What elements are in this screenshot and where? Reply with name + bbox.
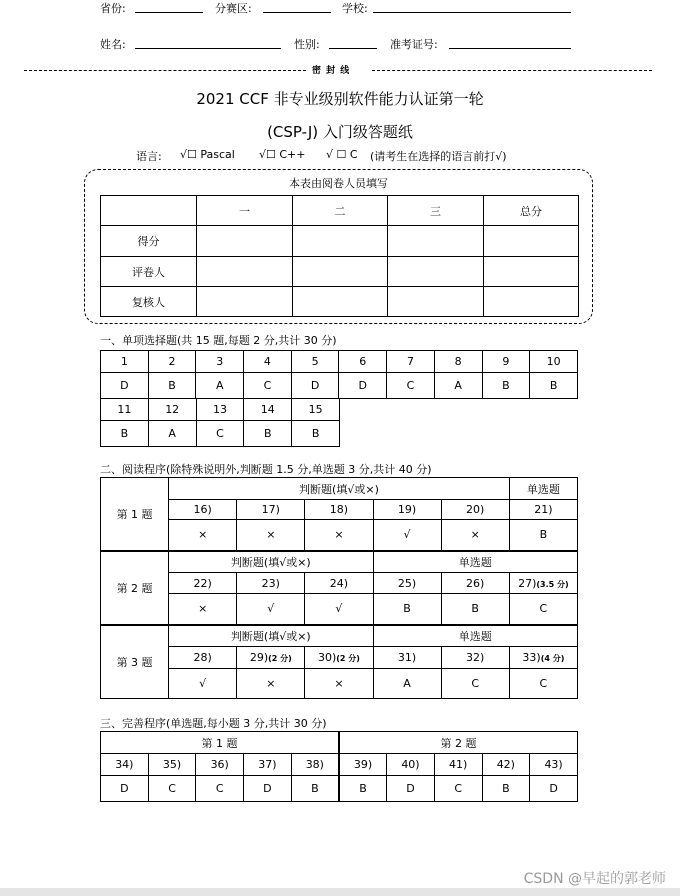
s1-question-number: 11 (101, 399, 149, 421)
q2-answer-cell[interactable]: √ (305, 594, 373, 625)
s1-question-number: 9 (482, 351, 530, 373)
s3-answer-cell[interactable]: D (101, 776, 149, 802)
q2-answer-cell[interactable]: C (509, 594, 577, 625)
q2-num: 24) (305, 573, 373, 594)
q2-num: 23) (237, 573, 305, 594)
name-field[interactable] (135, 48, 281, 49)
q3-answer-cell[interactable]: C (441, 669, 509, 699)
q2-note-27: (3.5 分) (536, 579, 569, 589)
s1-question-number: 8 (434, 351, 482, 373)
province-label: 省份: (100, 2, 126, 15)
section2-title: 二、阅读程序(除特殊说明外,判断题 1.5 分,单选题 3 分,共计 40 分) (100, 463, 432, 476)
q1-answer-cell[interactable]: × (441, 520, 509, 551)
q2-num-27-label: 27) (518, 576, 537, 590)
q3-answer-cell[interactable]: × (237, 669, 305, 699)
seal-dash-left (24, 70, 306, 71)
s1-answer-cell[interactable]: C (387, 373, 435, 399)
q3-label: 第 3 题 (101, 625, 169, 699)
s3-question-number: 43) (530, 754, 578, 776)
q1-label: 第 1 题 (101, 478, 169, 551)
q3-answer-cell[interactable]: C (509, 669, 577, 699)
s1-question-number: 13 (196, 399, 244, 421)
q2-num: 25) (373, 573, 441, 594)
score-cell[interactable] (388, 287, 484, 317)
s3-answer-cell[interactable]: C (196, 776, 244, 802)
section3-title: 三、完善程序(单选题,每小题 3 分,共计 30 分) (100, 717, 327, 730)
q2-label: 第 2 题 (101, 551, 169, 625)
q1-single-header: 单选题 (509, 478, 577, 500)
s3-question-number: 34) (101, 754, 149, 776)
ticket-field[interactable] (449, 48, 571, 49)
score-cell[interactable] (197, 257, 293, 287)
s3-answer-cell[interactable]: B (339, 776, 387, 802)
q3-num: 31) (373, 647, 441, 669)
s3-answer-cell[interactable]: B (482, 776, 530, 802)
q1-answer-cell[interactable]: × (305, 520, 373, 551)
s3-question-number: 38) (291, 754, 339, 776)
score-cell[interactable] (388, 257, 484, 287)
q3-num: 28) (169, 647, 237, 669)
q3-note-29: (2 分) (268, 654, 292, 663)
s1-answer-cell[interactable]: B (244, 421, 292, 447)
s1-question-number: 12 (148, 399, 196, 421)
exam-title: 2021 CCF 非专业级别软件能力认证第一轮 (196, 90, 484, 108)
seal-dash-right (372, 70, 652, 71)
q3-num-29-label: 29) (249, 651, 269, 664)
q1-answer-cell[interactable]: B (509, 520, 577, 551)
gender-label: 性别: (294, 38, 320, 51)
s1-answer-cell[interactable]: A (148, 421, 196, 447)
seal-text: 密 封 线 (312, 66, 351, 76)
score-header-total: 总分 (484, 196, 579, 226)
score-cell[interactable] (197, 226, 293, 257)
s3-question-number: 40) (387, 754, 435, 776)
q3-num-30-label: 30) (317, 651, 337, 664)
bottom-scroll-bar (0, 888, 680, 896)
language-label: 语言: (136, 150, 162, 163)
gender-field[interactable] (329, 48, 377, 49)
score-header-blank (101, 196, 197, 226)
s1-question-number: 14 (244, 399, 292, 421)
s3-question-number: 39) (339, 754, 387, 776)
grader-row-label: 评卷人 (101, 257, 197, 287)
score-cell[interactable] (293, 257, 388, 287)
q1-num: 17) (237, 500, 305, 520)
q1-num: 21) (509, 500, 577, 520)
s1-answer-cell[interactable]: D (291, 373, 339, 399)
score-row-label: 得分 (101, 226, 197, 257)
exam-subtitle: (CSP-J) 入门级答题纸 (267, 123, 413, 141)
s1-answer-cell[interactable]: A (434, 373, 482, 399)
section1-table-b (100, 398, 340, 447)
score-table (100, 195, 579, 317)
division-label: 分赛区: (215, 2, 252, 15)
s1-question-number: 5 (291, 351, 339, 373)
s1-question-number: 2 (148, 351, 196, 373)
score-cell[interactable] (388, 226, 484, 257)
q1-answer-cell[interactable]: × (169, 520, 237, 551)
s1-answer-cell[interactable]: C (244, 373, 292, 399)
score-cell[interactable] (293, 287, 388, 317)
q1-num: 18) (305, 500, 373, 520)
s1-question-number: 3 (196, 351, 244, 373)
s1-answer-cell[interactable]: D (339, 373, 387, 399)
section1-table-a (100, 350, 578, 399)
score-cell[interactable] (484, 226, 579, 257)
q1-num: 19) (373, 500, 441, 520)
s1-answer-cell[interactable]: B (482, 373, 530, 399)
s1-answer-cell[interactable]: D (101, 373, 149, 399)
s3-answer-cell[interactable]: C (434, 776, 482, 802)
q1-answer-cell[interactable]: × (237, 520, 305, 551)
q3-note-30: (2 分) (336, 654, 360, 663)
s1-question-number: 15 (292, 399, 340, 421)
q2-answer-cell[interactable]: √ (237, 594, 305, 625)
ticket-label: 准考证号: (390, 38, 438, 51)
q3-note-33: (4 分) (540, 654, 565, 663)
q3-num-33-label: 33) (522, 651, 541, 664)
division-field[interactable] (263, 12, 331, 13)
q1-num: 20) (441, 500, 509, 520)
q3-single-header: 单选题 (373, 625, 578, 647)
q3-num: 32) (441, 647, 509, 669)
language-option-c[interactable]: √ ☐ C (326, 148, 358, 161)
language-option-pascal[interactable]: √☐ Pascal (180, 148, 235, 161)
s1-answer-cell[interactable]: B (101, 421, 149, 447)
section2-table (100, 477, 578, 699)
province-field[interactable] (135, 12, 203, 13)
s1-answer-cell[interactable]: A (196, 373, 244, 399)
q3-judge-header: 判断题(填√或×) (169, 625, 373, 647)
q3-num-30 (305, 647, 373, 669)
q2-answer-cell[interactable]: × (169, 594, 237, 625)
score-cell[interactable] (197, 287, 293, 317)
language-option-cpp[interactable]: √☐ C++ (259, 148, 306, 161)
s1-question-number: 6 (339, 351, 387, 373)
score-header-3: 三 (388, 196, 484, 226)
s1-answer-cell[interactable]: B (292, 421, 340, 447)
s1-answer-cell[interactable]: C (196, 421, 244, 447)
language-note: (请考生在选择的语言前打√) (370, 150, 507, 163)
s3-group2-header: 第 2 题 (339, 732, 578, 754)
s1-answer-cell[interactable]: B (530, 373, 578, 399)
school-field[interactable] (373, 12, 571, 13)
q2-judge-header: 判断题(填√或×) (169, 551, 373, 573)
csdn-watermark: CSDN @早起的郭老师 (523, 871, 666, 887)
score-table-caption: 本表由阅卷人员填写 (289, 177, 388, 190)
q1-answer-cell[interactable]: √ (373, 520, 441, 551)
q2-answer-cell[interactable]: B (373, 594, 441, 625)
score-cell[interactable] (293, 226, 388, 257)
q3-num-33 (509, 647, 577, 669)
q3-answer-cell[interactable]: √ (169, 669, 237, 699)
q2-num: 26) (441, 573, 509, 594)
s3-answer-cell[interactable]: B (291, 776, 339, 802)
s3-question-number: 42) (482, 754, 530, 776)
s3-question-number: 35) (148, 754, 196, 776)
q2-num: 22) (169, 573, 237, 594)
score-cell[interactable] (484, 287, 579, 317)
s3-answer-cell[interactable]: D (387, 776, 435, 802)
q2-num-27 (509, 573, 577, 594)
section3-table (100, 731, 578, 802)
s3-question-number: 36) (196, 754, 244, 776)
name-label: 姓名: (100, 38, 126, 51)
score-cell[interactable] (484, 257, 579, 287)
q2-single-header: 单选题 (373, 551, 578, 573)
q3-answer-cell[interactable]: × (305, 669, 373, 699)
s3-answer-cell[interactable]: D (244, 776, 292, 802)
q2-answer-cell[interactable]: B (441, 594, 509, 625)
section1-title: 一、单项选择题(共 15 题,每题 2 分,共计 30 分) (100, 334, 337, 347)
score-header-1: 一 (197, 196, 293, 226)
q1-judge-header: 判断题(填√或×) (169, 478, 510, 500)
q3-answer-cell[interactable]: A (373, 669, 441, 699)
score-header-2: 二 (293, 196, 388, 226)
school-label: 学校: (342, 2, 368, 15)
s1-question-number: 1 (101, 351, 149, 373)
q1-num: 16) (169, 500, 237, 520)
s3-question-number: 41) (434, 754, 482, 776)
s3-answer-cell[interactable]: D (530, 776, 578, 802)
s3-group1-header: 第 1 题 (101, 732, 339, 754)
s1-question-number: 10 (530, 351, 578, 373)
s1-question-number: 4 (244, 351, 292, 373)
s3-question-number: 37) (244, 754, 292, 776)
reviewer-row-label: 复核人 (101, 287, 197, 317)
s1-question-number: 7 (387, 351, 435, 373)
s1-answer-cell[interactable]: B (148, 373, 196, 399)
s3-answer-cell[interactable]: C (148, 776, 196, 802)
q3-num-29 (237, 647, 305, 669)
